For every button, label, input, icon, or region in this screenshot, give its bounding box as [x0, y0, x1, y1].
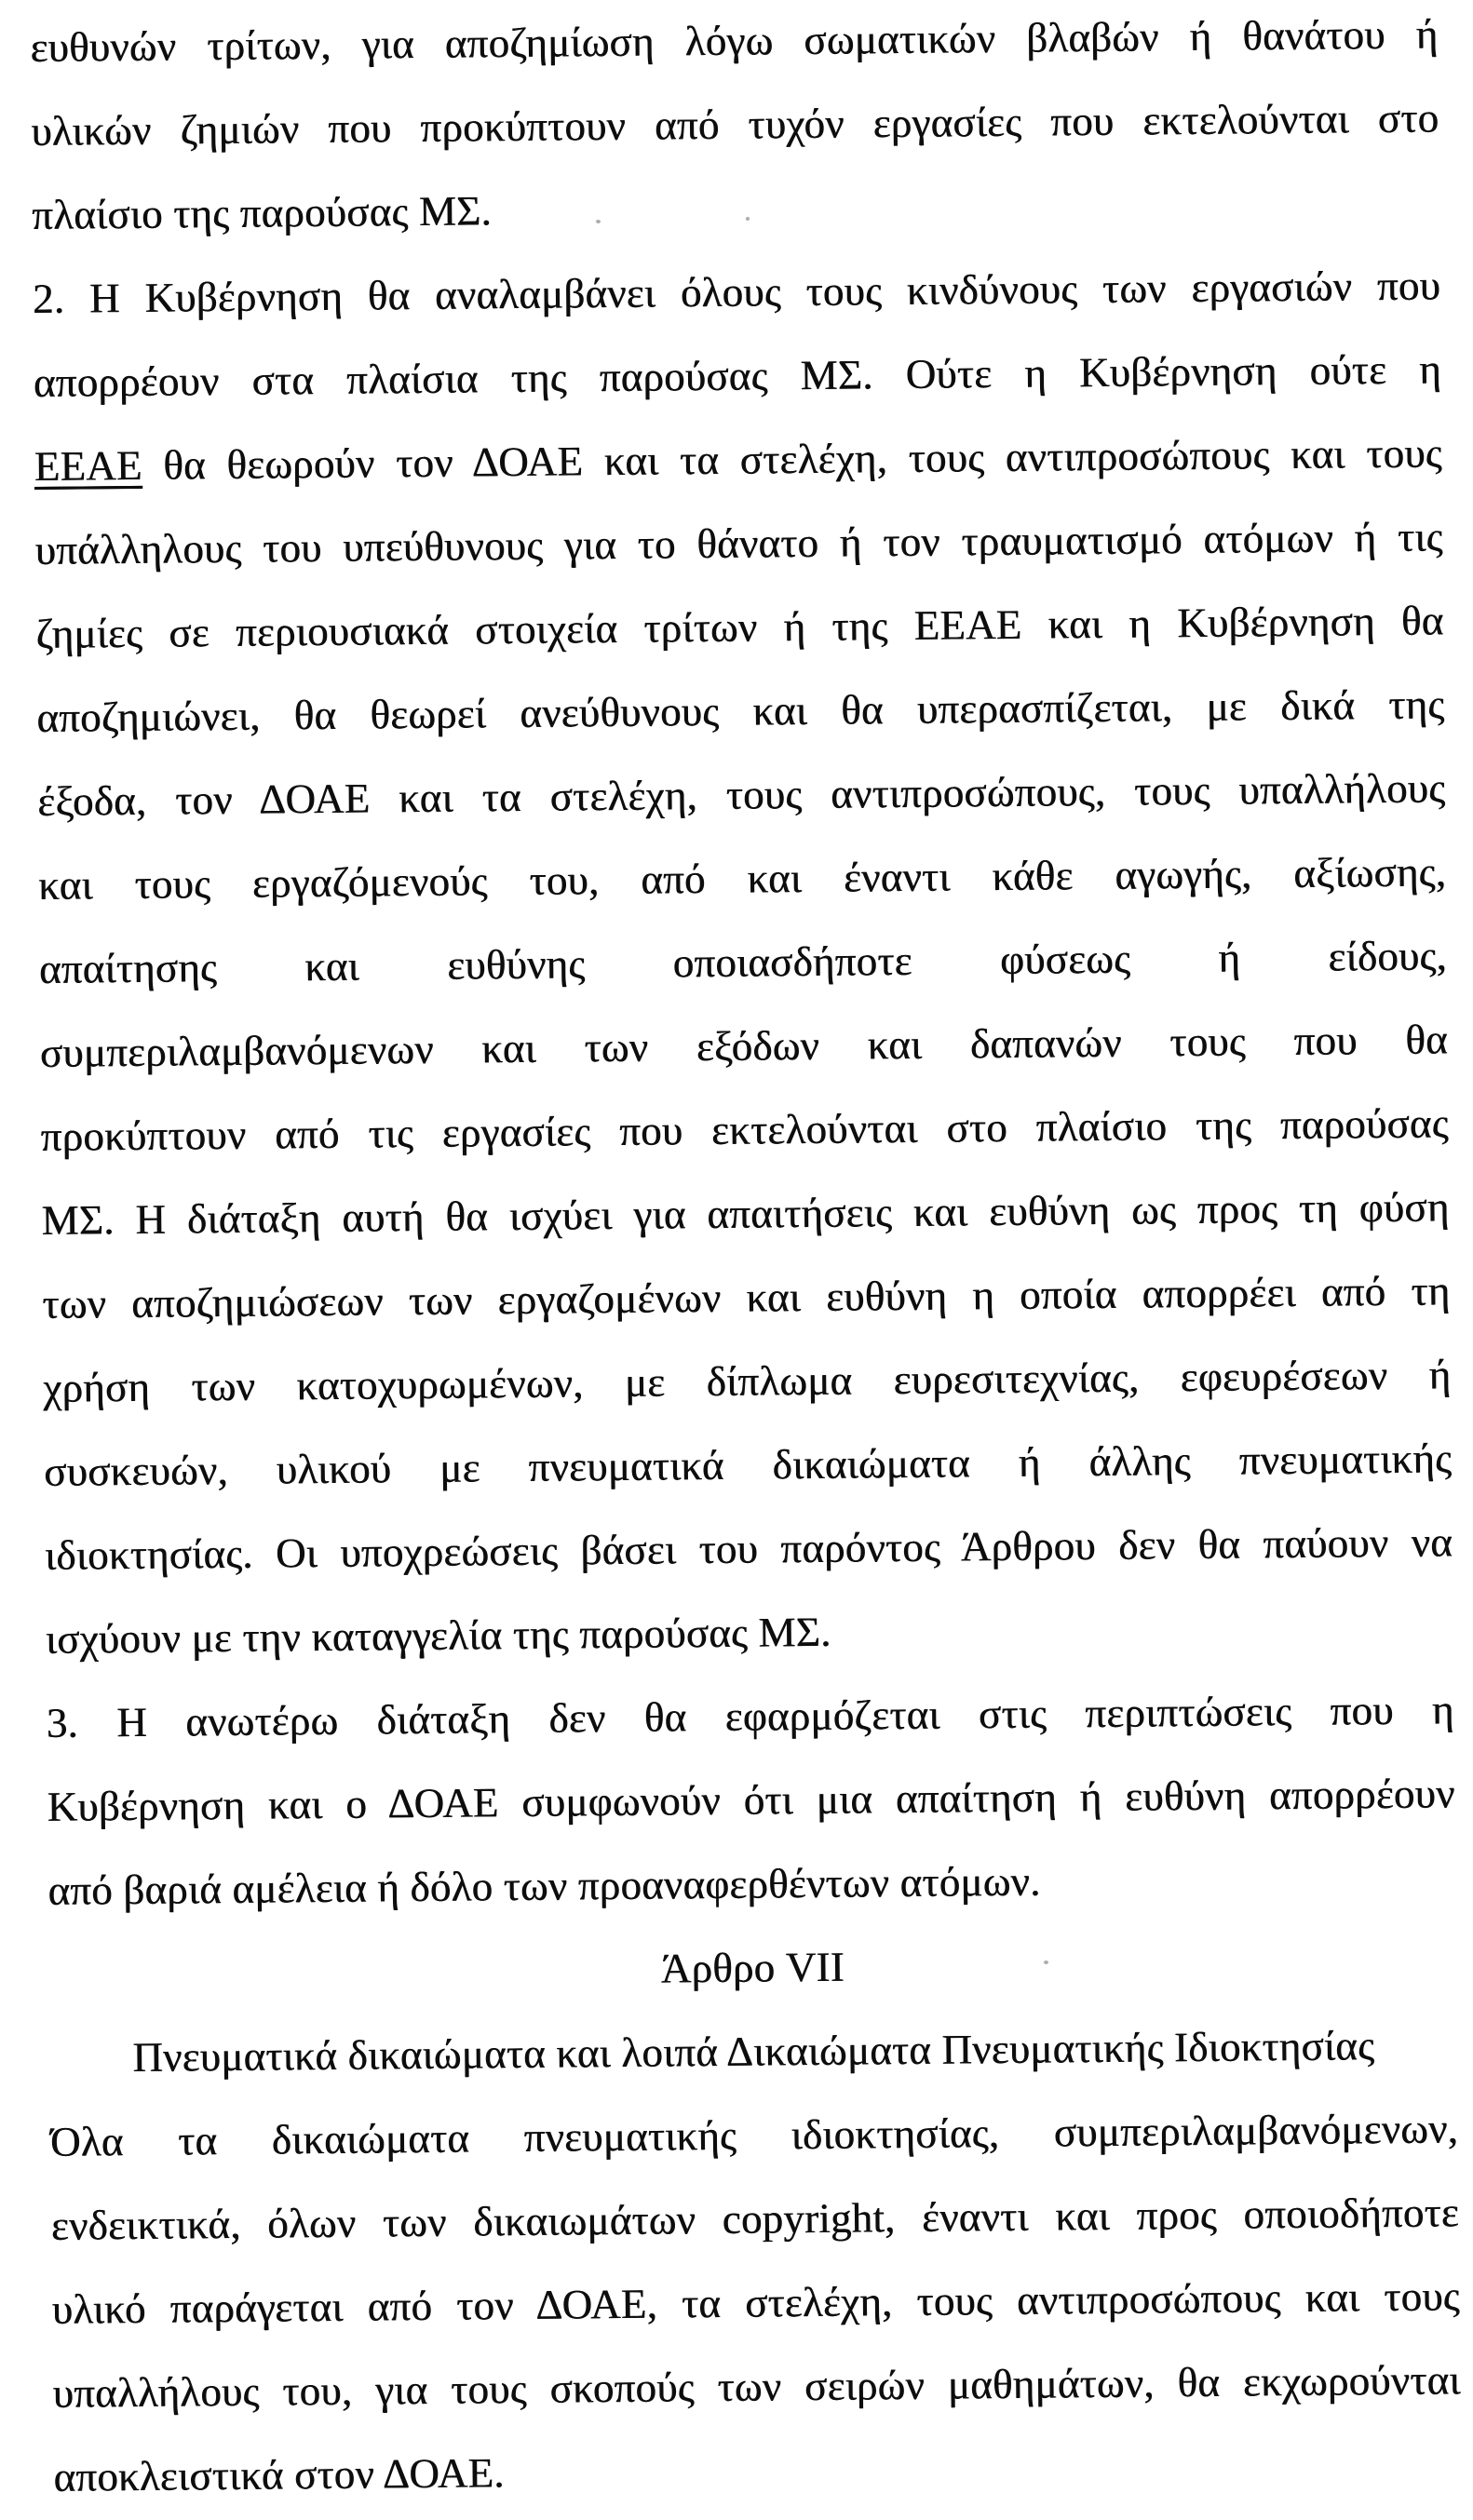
text-line: χρήση των κατοχυρωμένων, με δίπλωμα ευρεσιτεχνίας, εφευρέσεων ή — [43, 1351, 1452, 1411]
text-line: 3. Η ανωτέρω διάταξη δεν θα εφαρμόζεται στις περιπτώσεις που η — [46, 1686, 1454, 1746]
text-line: από βαριά αμέλεια ή δόλο των προαναφερθέντων ατόμων. — [47, 1857, 1041, 1914]
text-line: υλικό παράγεται από τον ΔΟΑΕ, τα στελέχη, τους αντιπροσώπους και τους — [51, 2272, 1460, 2333]
text-line: συσκευών, υλικού με πνευματικά δικαιώματα ή άλλης πνευματικής — [43, 1435, 1453, 1495]
scan-speck — [596, 220, 601, 223]
text-line: ισχύουν με την καταγγελία της παρούσας ΜΣ. — [45, 1608, 831, 1663]
subheading-line: Πνευματικά δικαιώματα και λοιπά Δικαιώματα Πνευματικής Ιδιοκτησίας — [132, 2022, 1375, 2082]
text-line: πλαίσιο της παρούσας ΜΣ. — [31, 187, 493, 238]
text-line: υλικών ζημιών που προκύπτουν από τυχόν εργασίες που εκτελούνται στο — [31, 94, 1439, 155]
text-line: ζημίες σε περιουσιακά στοιχεία τρίτων ή της ΕΕΑΕ και η Κυβέρνηση θα — [35, 597, 1444, 657]
document-text-block — [30, 0, 1462, 2519]
text-line: απορρέουν στα πλαίσια της παρούσας ΜΣ. Ούτε η Κυβέρνηση ούτε η — [33, 345, 1442, 406]
text-line: υπάλληλους του υπεύθυνους για το θάνατο ή τον τραυματισμό ατόμων ή τις — [34, 513, 1443, 573]
text-line: 2. Η Κυβέρνηση θα αναλαμβάνει όλους τους κινδύνους των εργασιών που — [32, 262, 1441, 322]
text-line: προκύπτουν από τις εργασίες που εκτελούνται στο πλαίσιο της παρούσας — [40, 1099, 1449, 1160]
text-line: έξοδα, τον ΔΟΑΕ και τα στελέχη, τους αντιπροσώπους, τους υπαλλήλους — [36, 764, 1446, 825]
text-line: των αποζημιώσεων των εργαζομένων και ευθύνη η οποία απορρέει από τη — [42, 1267, 1451, 1327]
text-line: συμπεριλαμβανόμενων και των εξόδων και δαπανών τους που θα — [39, 1016, 1448, 1076]
text-line: υπαλλήλους του, για τους σκοπούς των σειρών μαθημάτων, θα εκχωρούνται — [52, 2356, 1461, 2417]
scan-speck — [746, 217, 750, 221]
text-line: ευθυνών τρίτων, για αποζημίωση λόγω σωματικών βλαβών ή θανάτου ή — [30, 10, 1439, 71]
heading-line: Άρθρο VII — [660, 1943, 845, 1992]
text-line: και τους εργαζόμενούς του, από και έναντι κάθε αγωγής, αξίωσης, — [37, 848, 1447, 909]
text-line: ΜΣ. Η διάταξη αυτή θα ισχύει για απαιτήσεις και ευθύνη ως προς τη φύση — [41, 1183, 1450, 1244]
text-segment: θα θεωρούν τον ΔΟΑΕ και τα στελέχη, τους αντιπροσώπους και τους — [142, 429, 1442, 489]
text-line: απαίτησης και ευθύνης οποιασδήποτε φύσεως ή είδους, — [38, 932, 1448, 992]
text-line: αποζημιώνει, θα θεωρεί ανεύθυνους και θα υπερασπίζεται, με δικά της — [36, 681, 1445, 741]
text-line: Όλα τα δικαιώματα πνευματικής ιδιοκτησίας, συμπεριλαμβανόμενων, — [49, 2105, 1459, 2165]
text-line: ιδιοκτησίας. Οι υποχρεώσεις βάσει του παρόντος Άρθρου δεν θα παύουν να — [44, 1518, 1453, 1579]
text-line: Κυβέρνηση και ο ΔΟΑΕ συμφωνούν ότι μια απαίτηση ή ευθύνη απορρέουν — [47, 1770, 1455, 1830]
scan-speck — [1044, 1961, 1048, 1964]
text-line: ενδεικτικά, όλων των δικαιωμάτων copyright, έναντι και προς οποιοδήποτε — [50, 2189, 1460, 2249]
text-line — [34, 411, 1442, 508]
underlined-text: ΕΕΑΕ — [34, 441, 142, 490]
text-line: αποκλειστικά στον ΔΟΑΕ. — [53, 2449, 505, 2500]
